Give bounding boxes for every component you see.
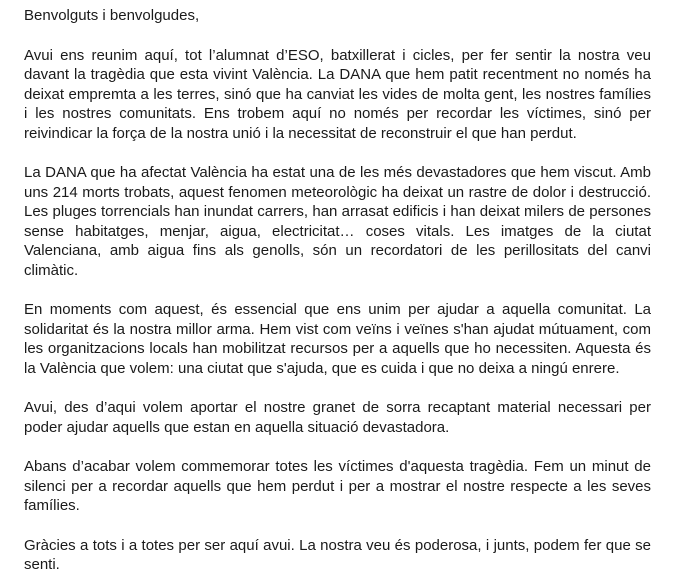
document-body	[24, 6, 651, 575]
paragraph-closing: Gràcies a tots i a totes per ser aquí avui. La nostra veu és poderosa, i junts, podem fer que se senti.	[24, 536, 651, 573]
paragraph-impact: La DANA que ha afectat València ha estat una de les més devastadores que hem viscut. Amb uns 214 morts trobats, aquest fenomen meteorològic ha deixat un rastre de dolor i destrucció. Les pluges torrencials han inundat carrers, han arrasat edificis i han deixat milers de persones sense habitatges, menjar, aigua, electricitat… coses vitals. Les imatges de la ciutat Valenciana, amb aigua fins als genolls, són un recordatori de les perillositats del canvi climàtic.	[24, 164, 651, 279]
paragraph-intro: Avui ens reunim aquí, tot l’alumnat d’ESO, batxillerat i cicles, per fer sentir la nostra veu davant la tragèdia que esta vivint València. La DANA que hem patit recentment no només ha deixat empremta a les terres, sinó que ha canviat les vides de molta gent, les nostres famílies i les nostres comunitats. Ens trobem aquí no només per recordar les víctimes, sinó per reivindicar la força de la nostra unió i la necessitat de reconstruir el que han perdut.	[24, 46, 651, 142]
paragraph-collection: Avui, des d’aqui volem aportar el nostre granet de sorra recaptant material necessari per poder ajudar aquells que estan en aquella situació devastadora.	[24, 399, 651, 436]
paragraph-commemoration: Abans d’acabar volem commemorar totes les víctimes d'aquesta tragèdia. Fem un minut de silenci per a recordar aquells que hem perdut i per a mostrar el nostre respecte a les seves famílies.	[24, 458, 651, 514]
paragraph-solidarity: En moments com aquest, és essencial que ens unim per ajudar a aquella comunitat. La solidaritat és la nostra millor arma. Hem vist com veïns i veïnes s'han ajudat mútuament, com les organitzacions locals han mobilitzat recursos per a aquells que ho necessiten. Aquesta és la València que volem: una ciutat que s'ajuda, que es cuida i que no deixa a ningú enrere.	[24, 301, 651, 377]
greeting: Benvolguts i benvolgudes,	[24, 7, 200, 24]
